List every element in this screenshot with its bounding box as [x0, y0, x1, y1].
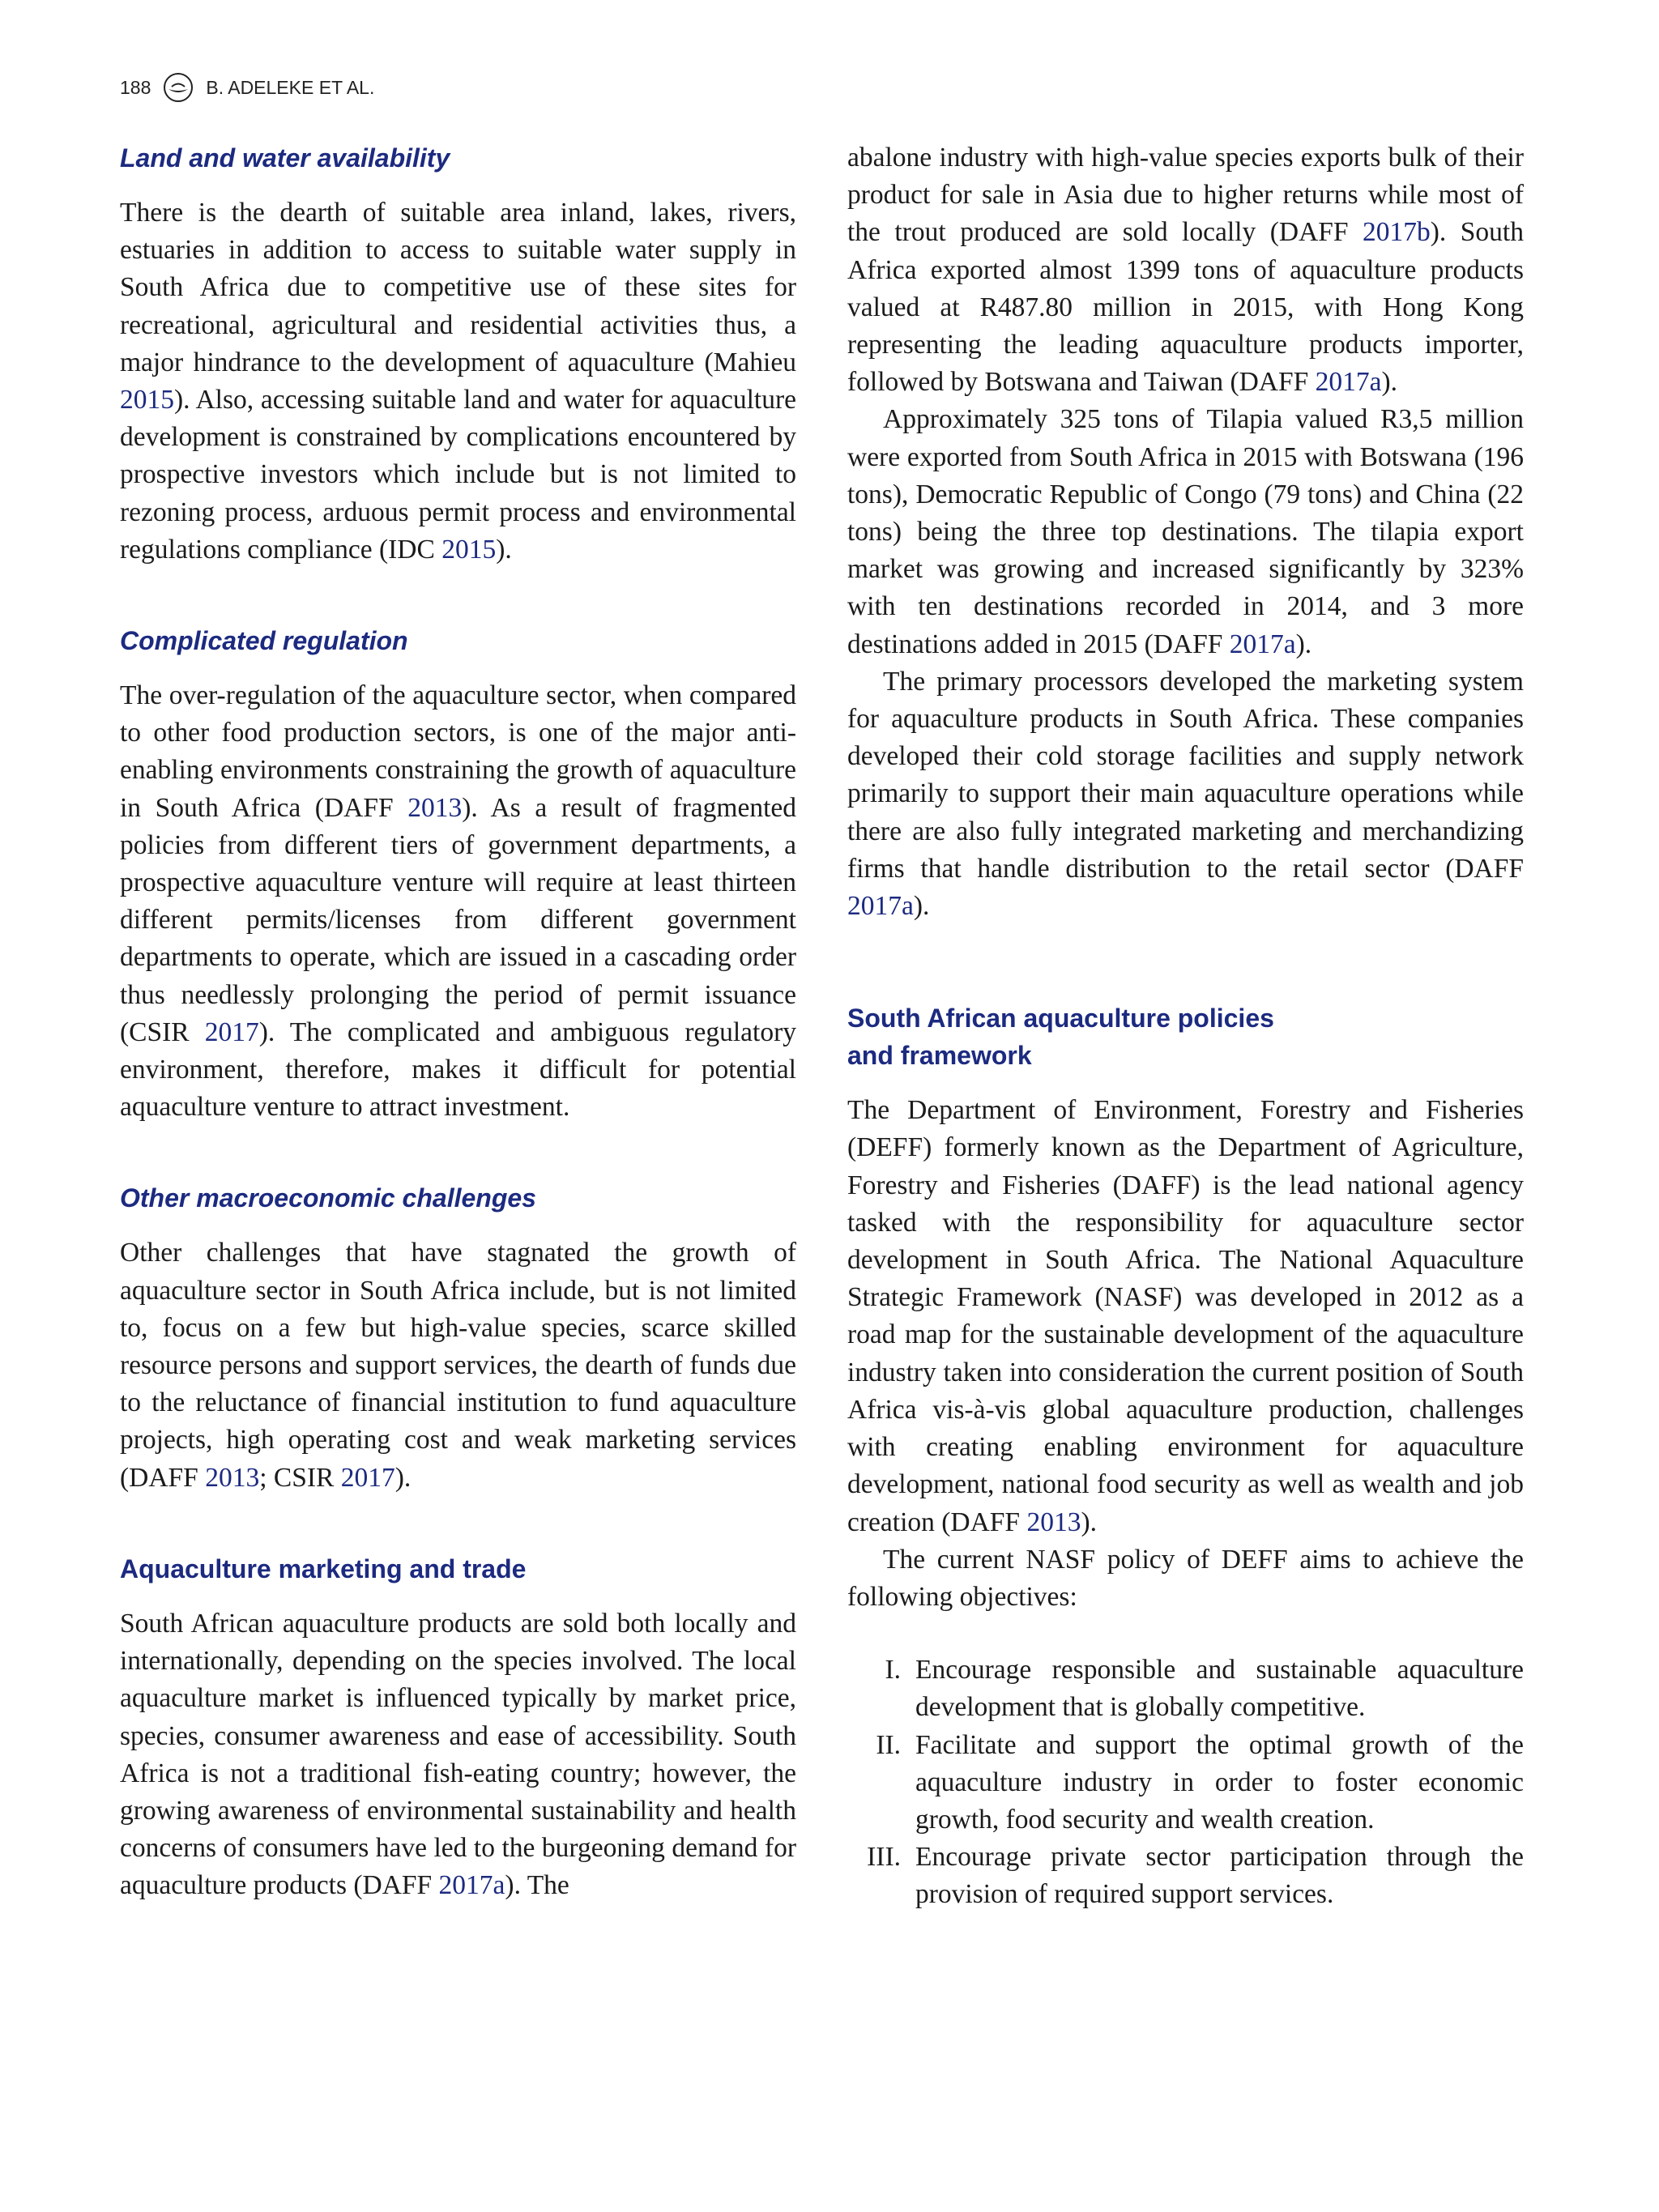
heading-land-water: Land and water availability [120, 143, 450, 173]
citation-link[interactable]: 2013 [1026, 1507, 1081, 1537]
citation-link[interactable]: 2017a [438, 1870, 505, 1901]
page-number: 188 [120, 76, 151, 98]
citation-link[interactable]: 2015 [120, 385, 174, 416]
left-column [120, 139, 796, 1905]
citation-link[interactable]: 2013 [407, 792, 463, 823]
citation-link[interactable]: 2017b [1363, 217, 1431, 248]
paragraph-land-water: There is the dearth of suitable area inland, lakes, rivers, estuaries in addition to access to suitable water supply in South Africa due to competitive use of these sites for recreational, agricultural and residential activities thus, a major hindrance to the development of aquaculture (Mahieu 2015). Also, accessing suitable land and water for aquaculture development is constrained by complications encountered by prospective investors which include but is not limited to rezoning process, arduous permit process and environmental regulations compliance (IDC 2015). [120, 198, 796, 565]
paragraph-processors: The primary processors developed the marketing system for aquaculture products in South Africa. These companies developed their cold storage facilities and supply network primarily to support their main aquaculture operations while there are also fully integrated marketing and merchandizing firms that handle distribution to the retail sector (DAFF 2017a). [847, 666, 1524, 922]
citation-link[interactable]: 2015 [441, 534, 497, 565]
right-column [847, 139, 1524, 1914]
paragraph-macroeconomic: Other challenges that have stagnated the growth of aquaculture sector in South Africa include, but is not limited to, focus on a few but high-value species, scarce skilled resource persons and support services, the dearth of funds due to the reluctance of financial institution to fund aquaculture projects, high operating cost and weak marketing services (DAFF 2013; CSIR 2017). [120, 1238, 796, 1493]
running-head-authors: B. ADELEKE ET AL. [206, 76, 375, 98]
paragraph-marketing: South African aquaculture products are sold both locally and internationally, depending on the species involved. The local aquaculture market is influenced typically by market price, species, consumer awareness and ease of accessibility. South Africa is not a traditional fish-eating country; however, the growing awareness of environmental sustainability and health concerns of consumers have led to the burgeoning demand for aquaculture products (DAFF 2017a). The [120, 1608, 796, 1901]
heading-marketing-trade: Aquaculture marketing and trade [120, 1554, 527, 1583]
citation-link[interactable]: 2017 [340, 1462, 395, 1493]
heading-macroeconomic: Other macroeconomic challenges [120, 1183, 536, 1213]
publisher-logo-icon [162, 71, 194, 104]
citation-link[interactable]: 2017 [204, 1016, 259, 1047]
heading-complicated-regulation: Complicated regulation [120, 626, 408, 656]
list-item: III. Encourage private sector participation through the provision of required support services. [867, 1842, 1524, 1910]
list-item: I. Encourage responsible and sustainable aquaculture development that is globally competitive. [885, 1655, 1524, 1723]
citation-link[interactable]: 2013 [205, 1462, 260, 1493]
running-head [120, 71, 374, 104]
objectives-list [847, 1652, 1524, 1913]
paragraph-exports: abalone industry with high-value species exports bulk of their product for sale in Asia due to higher returns while most of the trout produced are sold locally (DAFF 2017b). South Africa exported almost 1399 tons of aquaculture products valued at R487.80 million in 2015, with Hong Kong representing the leading aquaculture products importer, followed by Botswana and Taiwan (DAFF 2017a). [847, 143, 1524, 398]
citation-link[interactable]: 2017a [1229, 629, 1296, 659]
paragraph-nasf-objectives-intro: The current NASF policy of DEFF aims to achieve the following objectives: [847, 1544, 1524, 1612]
citation-link[interactable]: 2017a [847, 891, 914, 922]
citation-link[interactable]: 2017a [1315, 367, 1382, 398]
paragraph-deff: The Department of Environment, Forestry and Fisheries (DEFF) formerly known as the Department of Agriculture, Forestry and Fisheries (DAFF) is the lead national agency tasked with the responsibility for aquaculture sector development in South Africa. The National Aquaculture Strategic Framework (NASF) was developed in 2012 as a road map for the sustainable development of the aquaculture industry taken into consideration the current position of South Africa vis-à-vis global aquaculture production, challenges with creating enabling environment for aquaculture development, national food security as well as wealth and job creation (DAFF 2013). [847, 1095, 1524, 1537]
paragraph-tilapia: Approximately 325 tons of Tilapia valued R3,5 million were exported from South Africa in 2015 with Botswana (196 tons), Democratic Republic of Congo (79 tons) and China (22 tons) being the three top destinations. The tilapia export market was growing and increased significantly by 323% with ten destinations recorded in 2014, and 3 more destinations added in 2015 (DAFF 2017a). [847, 404, 1524, 659]
list-item: II. Facilitate and support the optimal growth of the aquaculture industry in order to foster economic growth, food security and wealth creation. [876, 1729, 1524, 1835]
heading-policies-framework: South African aquaculture policies and framework [847, 1004, 1274, 1071]
paragraph-regulation: The over-regulation of the aquaculture sector, when compared to other food production sectors, is one of the major anti-enabling environments constraining the growth of aquaculture in South Africa (DAFF 2013). As a result of fragmented policies from different tiers of government departments, a prospective aquaculture venture will require at least thirteen different permits/licenses from different government departments to operate, which are issued in a cascading order thus needlessly prolonging the period of permit issuance (CSIR 2017). The complicated and ambiguous regulatory environment, therefore, makes it difficult for potential aquaculture venture to attract investment. [120, 680, 797, 1123]
